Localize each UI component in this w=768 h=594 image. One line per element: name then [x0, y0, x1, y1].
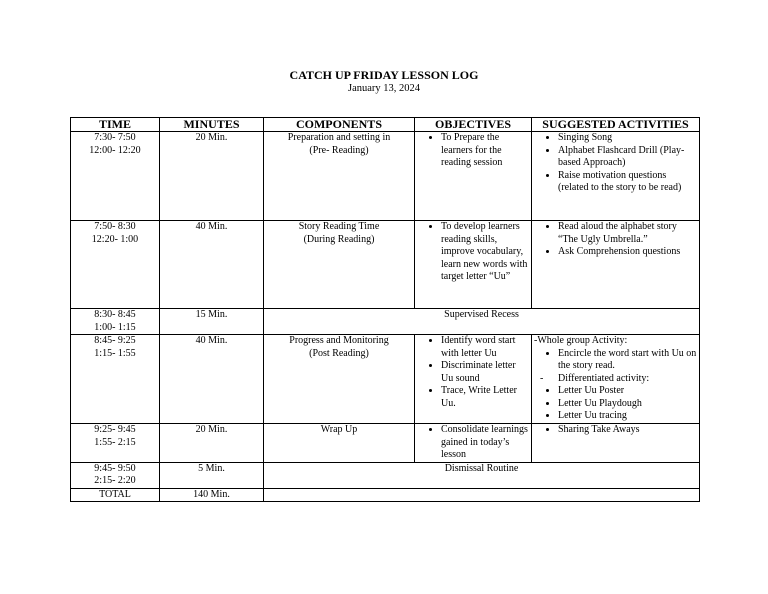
objectives-cell: [415, 132, 532, 221]
minutes-cell: 5 Min.: [160, 462, 264, 488]
lesson-log-table: [70, 117, 700, 502]
time-afternoon: 1:15- 1:55: [94, 347, 136, 359]
component-name: Preparation and setting in: [287, 132, 391, 143]
list-item: • Sharing Take Aways: [558, 424, 697, 437]
time-morning: 9:45- 9:50: [94, 462, 136, 474]
total-row: [71, 488, 700, 502]
header-objectives: OBJECTIVES: [415, 118, 532, 132]
activities-cell: [532, 221, 700, 309]
time-cell: [71, 462, 160, 488]
differentiated-heading: - Differentiated activity:: [558, 373, 697, 386]
minutes-cell: 15 Min.: [160, 309, 264, 335]
component-cell: [264, 221, 415, 309]
minutes-cell: 40 Min.: [160, 335, 264, 424]
activities-cell: [532, 335, 700, 424]
list-item: • Discriminate letter Uu sound: [441, 360, 529, 385]
component-cell: [264, 335, 415, 424]
document-title: CATCH UP FRIDAY LESSON LOG: [289, 68, 479, 82]
list-item: • Alphabet Flashcard Drill (Play- based Approach): [558, 145, 697, 170]
time-morning: 9:25- 9:45: [94, 424, 136, 435]
time-cell: [71, 424, 160, 463]
dismissal-span-cell: Dismissal Routine: [264, 462, 700, 488]
list-item: • Encircle the word start with Uu on the story read.: [558, 348, 697, 373]
minutes-cell: 20 Min.: [160, 424, 264, 463]
list-item: • Letter Uu Playdough: [558, 398, 697, 411]
time-afternoon: 12:00- 12:20: [89, 144, 141, 156]
table-row: [71, 335, 700, 424]
list-item: • Read aloud the alphabet story “The Ugly Umbrella.”: [558, 221, 697, 246]
time-morning: 8:30- 8:45: [94, 309, 136, 320]
time-afternoon: 1:00- 1:15: [94, 321, 136, 333]
time-cell: [71, 132, 160, 221]
total-label: TOTAL: [71, 488, 160, 502]
table-row: [71, 309, 700, 335]
whole-group-heading: -Whole group Activity:: [534, 335, 628, 346]
recess-span-cell: Supervised Recess: [264, 309, 700, 335]
list-item: • To develop learners reading skills, improve vocabulary, learn new words with target letter “Uu”: [441, 221, 529, 284]
table-header-row: [71, 118, 700, 132]
list-item: • Letter Uu tracing: [558, 410, 697, 423]
component-phase: (Pre- Reading): [309, 144, 369, 156]
total-minutes: 140 Min.: [160, 488, 264, 502]
objectives-cell: [415, 221, 532, 309]
time-morning: 8:45- 9:25: [94, 335, 136, 346]
document-date: January 13, 2024: [347, 83, 421, 94]
objectives-cell: [415, 424, 532, 463]
time-morning: 7:30- 7:50: [94, 132, 136, 143]
time-afternoon: 2:15- 2:20: [94, 475, 136, 486]
time-afternoon: 1:55- 2:15: [94, 436, 136, 448]
component-phase: (Post Reading): [309, 347, 369, 359]
header-components: COMPONENTS: [264, 118, 415, 132]
table-row: [71, 132, 700, 221]
minutes-cell: 20 Min.: [160, 132, 264, 221]
time-cell: [71, 221, 160, 309]
list-item: • Trace, Write Letter Uu.: [441, 385, 529, 410]
header-minutes: MINUTES: [160, 118, 264, 132]
time-cell: [71, 335, 160, 424]
minutes-cell: 40 Min.: [160, 221, 264, 309]
list-item: • To Prepare the learners for the reading session: [441, 132, 529, 170]
list-item: • Consolidate learnings gained in today’s lesson: [441, 424, 529, 462]
component-cell: [264, 424, 415, 463]
table-row: [71, 221, 700, 309]
list-item: • Letter Uu Poster: [558, 385, 697, 398]
header-time: TIME: [71, 118, 160, 132]
activities-cell: [532, 132, 700, 221]
time-morning: 7:50- 8:30: [94, 221, 136, 232]
list-item: • Singing Song: [558, 132, 697, 145]
table-row: [71, 424, 700, 463]
component-cell: [264, 132, 415, 221]
component-name: Wrap Up: [320, 424, 358, 435]
component-name: Progress and Monitoring: [289, 335, 389, 346]
list-item: • Identify word start with letter Uu: [441, 335, 529, 360]
activities-cell: [532, 424, 700, 463]
list-item: • Ask Comprehension questions: [558, 246, 697, 259]
component-phase: (During Reading): [303, 233, 375, 245]
header-suggested-activities: SUGGESTED ACTIVITIES: [532, 118, 700, 132]
table-row: [71, 462, 700, 488]
time-afternoon: 12:20- 1:00: [91, 233, 139, 245]
component-name: Story Reading Time: [298, 221, 380, 232]
time-cell: [71, 309, 160, 335]
list-item: • Raise motivation questions (related to the story to be read): [558, 170, 697, 195]
objectives-cell: [415, 335, 532, 424]
total-empty-cell: [264, 488, 700, 502]
